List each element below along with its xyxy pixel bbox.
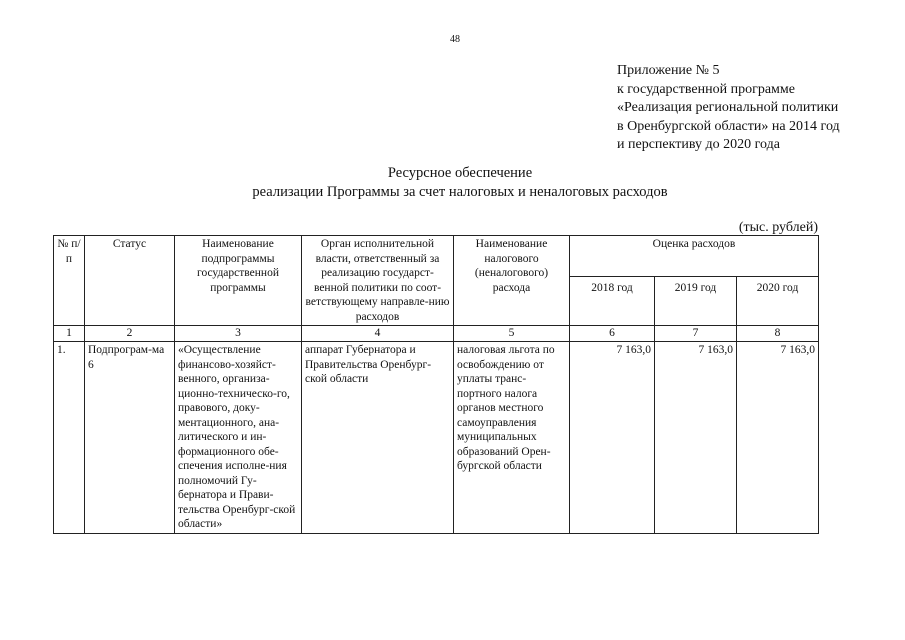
column-number: 1	[54, 326, 85, 342]
resource-table	[53, 235, 819, 534]
document-title-line-1: Ресурсное обеспечение	[387, 165, 533, 181]
header-authority: Орган исполнительной власти, ответственный за реализацию государст-венной политики по соот-ветствующему направле-нию расходов	[302, 236, 454, 326]
header-year: 2020 год	[737, 277, 819, 326]
header-estimate: Оценка расходов	[570, 236, 819, 277]
appendix-line: в Оренбургской области» на 2014 год	[617, 118, 840, 134]
header-year: 2018 год	[570, 277, 655, 326]
appendix-line: Приложение № 5	[617, 63, 720, 78]
header-year: 2019 год	[655, 277, 737, 326]
row-value-2018: 7 163,0	[570, 342, 655, 534]
document-title-line-2: реализации Программы за счет налоговых и неналоговых расходов	[252, 184, 668, 200]
table-row	[54, 342, 819, 534]
row-program-name: «Осуществление финансово-хозяйст-венного, организа-ционно-техническо-го, правового, доку-ментационного, ана-литического и ин-формационного обе-спечения исполне-ния полномочий Гу-бернатора и Прави-тельства Оренбург-ской области»	[175, 342, 302, 534]
row-expense-name: налоговая льгота по освобождению от уплаты транс-портного налога органов местного самоуправления муниципальных образований Орен-бургской области	[454, 342, 570, 534]
appendix-block	[617, 62, 897, 155]
column-numbers-row	[54, 326, 819, 342]
header-program-name: Наименование подпрограммы государственной программы	[175, 236, 302, 326]
header-row	[54, 236, 819, 277]
appendix-line: к государственной программе	[617, 81, 795, 97]
row-value-2020: 7 163,0	[737, 342, 819, 534]
appendix-line: и перспективу до 2020 года	[617, 137, 780, 152]
document-title	[100, 164, 820, 202]
header-num: № п/п	[54, 236, 85, 326]
header-expense-name: Наименование налогового (неналогового) расхода	[454, 236, 570, 326]
units-label: (тыс. рублей)	[738, 220, 818, 235]
row-authority: аппарат Губернатора и Правительства Оренбург-ской области	[302, 342, 454, 534]
column-number: 8	[737, 326, 819, 342]
row-num: 1.	[54, 342, 85, 534]
column-number: 3	[175, 326, 302, 342]
row-status: Подпрограм-ма 6	[85, 342, 175, 534]
page-number: 48	[450, 34, 460, 45]
column-number: 6	[570, 326, 655, 342]
column-number: 7	[655, 326, 737, 342]
column-number: 2	[85, 326, 175, 342]
row-value-2019: 7 163,0	[655, 342, 737, 534]
header-status: Статус	[85, 236, 175, 326]
appendix-line: «Реализация региональной политики	[617, 100, 839, 115]
column-number: 5	[454, 326, 570, 342]
column-number: 4	[302, 326, 454, 342]
